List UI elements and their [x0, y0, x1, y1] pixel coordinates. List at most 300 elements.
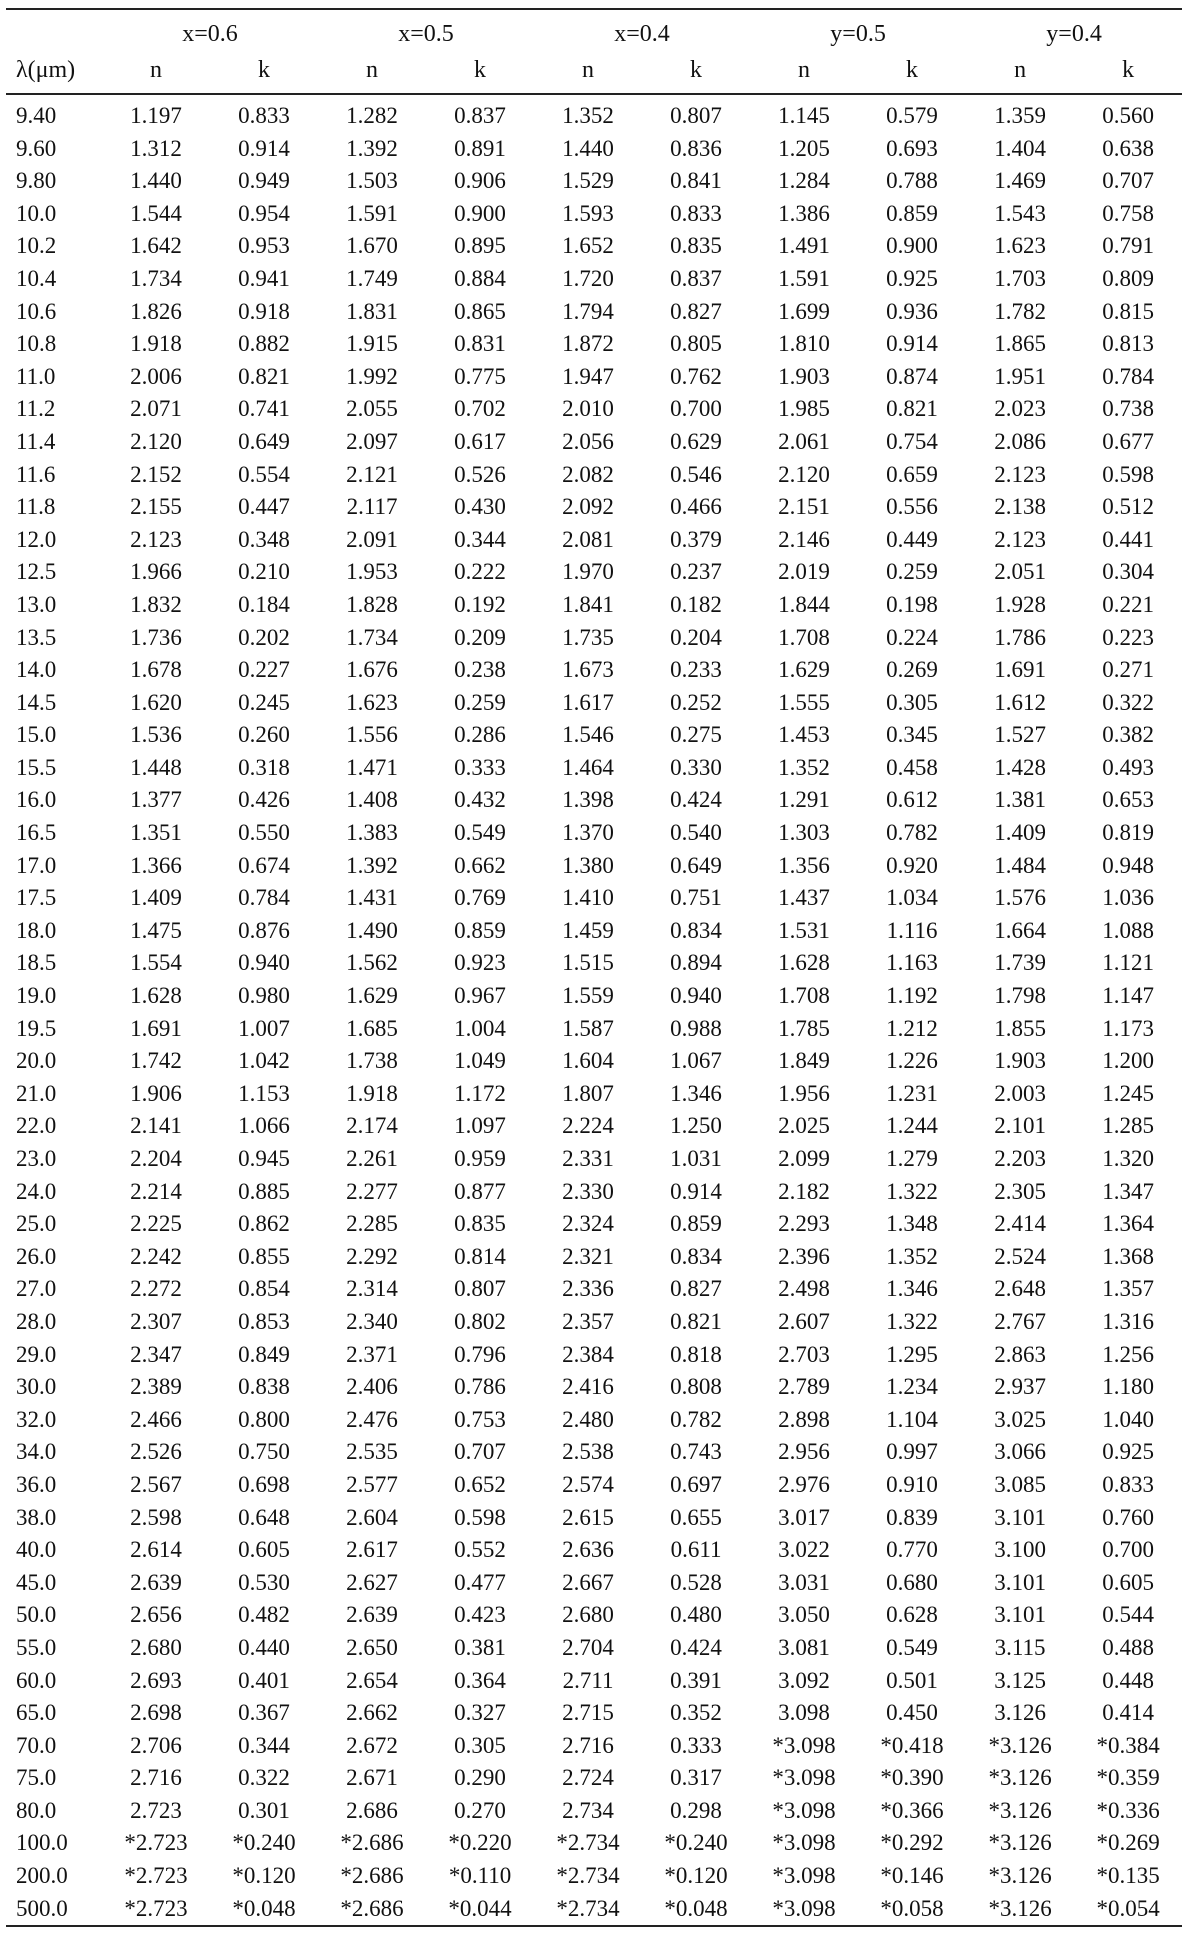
k-value-cell: 0.648 [238, 1504, 290, 1530]
k-value-cell: 0.862 [238, 1211, 290, 1237]
k-value-cell: 0.414 [1102, 1700, 1154, 1726]
k-value-cell: 0.605 [238, 1537, 290, 1563]
n-value-cell: 2.693 [130, 1667, 182, 1693]
k-value-cell: 0.449 [886, 526, 938, 552]
k-value-cell: 0.837 [454, 103, 506, 128]
n-value-cell: 1.428 [994, 754, 1046, 780]
n-value-cell: 1.928 [994, 591, 1046, 617]
k-value-cell: 0.936 [886, 298, 938, 324]
n-value-cell: 2.225 [130, 1211, 182, 1237]
k-value-cell: 0.327 [454, 1700, 506, 1726]
n-value-cell: 1.734 [346, 624, 398, 650]
k-value-cell: 0.259 [886, 559, 938, 585]
k-value-cell: 0.477 [454, 1569, 506, 1595]
n-value-cell: 1.992 [346, 363, 398, 389]
k-value-cell: 0.910 [886, 1471, 938, 1497]
n-value-cell: 2.711 [562, 1667, 614, 1693]
n-value-cell: 1.947 [562, 363, 614, 389]
n-value-cell: 1.855 [994, 1015, 1046, 1041]
n-value-cell: 1.291 [778, 787, 830, 813]
k-value-cell: *0.120 [232, 1863, 296, 1889]
k-value-cell: 0.818 [670, 1341, 722, 1367]
table-row [6, 980, 1182, 1013]
n-value-cell: 2.614 [130, 1537, 182, 1563]
k-value-cell: 0.859 [886, 200, 938, 226]
k-value-cell: 0.549 [454, 820, 506, 846]
header-gap [6, 93, 1182, 100]
table-row [6, 1599, 1182, 1632]
k-value-cell: 0.925 [1102, 1439, 1154, 1465]
n-value-cell: 1.604 [562, 1048, 614, 1074]
k-value-cell: 0.827 [670, 298, 722, 324]
n-value-cell: 2.261 [346, 1146, 398, 1171]
n-value-cell: 1.903 [778, 363, 830, 389]
table-row [6, 882, 1182, 915]
k-value-cell: 0.237 [670, 559, 722, 585]
k-value-cell: *0.292 [880, 1830, 944, 1856]
table-row [6, 1632, 1182, 1665]
k-value-cell: 0.853 [238, 1308, 290, 1334]
k-value-cell: 0.959 [454, 1146, 506, 1171]
k-value-cell: 1.192 [886, 983, 938, 1009]
table-row [6, 1176, 1182, 1209]
table-row [6, 165, 1182, 198]
n-value-cell: *3.098 [772, 1863, 836, 1889]
table-row [6, 1143, 1182, 1176]
n-value-cell: 1.197 [130, 103, 182, 128]
wavelength-cell: 10.2 [16, 233, 57, 259]
n-value-cell: 1.628 [130, 983, 182, 1009]
n-value-cell: 3.101 [994, 1504, 1046, 1530]
wavelength-cell: 18.5 [16, 950, 57, 976]
wavelength-cell: 12.5 [16, 559, 57, 585]
k-value-cell: 0.769 [454, 885, 506, 911]
k-value-cell: 0.775 [454, 363, 506, 389]
k-value-cell: 0.837 [670, 265, 722, 291]
table-row [6, 1045, 1182, 1078]
n-value-cell: 2.121 [346, 461, 398, 487]
n-value-cell: 1.351 [130, 820, 182, 846]
column-header-k: k [258, 57, 270, 83]
n-value-cell: 2.203 [994, 1146, 1046, 1171]
table-row [6, 1110, 1182, 1143]
k-value-cell: 1.036 [1102, 885, 1154, 911]
n-value-cell: 1.738 [346, 1048, 398, 1074]
k-value-cell: 0.753 [454, 1406, 506, 1432]
n-value-cell: 2.976 [778, 1471, 830, 1497]
k-value-cell: 1.245 [1102, 1080, 1154, 1106]
k-value-cell: 0.224 [886, 624, 938, 650]
n-value-cell: 1.841 [562, 591, 614, 617]
table-row [6, 1013, 1182, 1046]
k-value-cell: 0.948 [1102, 852, 1154, 878]
wavelength-cell: 9.40 [16, 103, 57, 128]
k-value-cell: 1.244 [886, 1113, 938, 1139]
n-value-cell: 2.285 [346, 1211, 398, 1237]
k-value-cell: 0.754 [886, 428, 938, 454]
n-value-cell: 2.863 [994, 1341, 1046, 1367]
n-value-cell: 1.970 [562, 559, 614, 585]
k-value-cell: 0.330 [670, 754, 722, 780]
k-value-cell: 0.914 [886, 331, 938, 357]
n-value-cell: 2.650 [346, 1634, 398, 1660]
k-value-cell: *0.044 [448, 1895, 512, 1921]
table-row [6, 296, 1182, 329]
k-value-cell: 0.693 [886, 135, 938, 161]
k-value-cell: 0.743 [670, 1439, 722, 1465]
wavelength-cell: 80.0 [16, 1797, 57, 1823]
k-value-cell: 0.906 [454, 168, 506, 194]
k-value-cell: 0.322 [238, 1765, 290, 1791]
wavelength-cell: 55.0 [16, 1634, 57, 1660]
k-value-cell: 0.552 [454, 1537, 506, 1563]
k-value-cell: 0.391 [670, 1667, 722, 1693]
n-value-cell: 1.536 [130, 722, 182, 748]
k-value-cell: 0.988 [670, 1015, 722, 1041]
k-value-cell: 0.301 [238, 1797, 290, 1823]
k-value-cell: 0.653 [1102, 787, 1154, 813]
wavelength-cell: 9.80 [16, 168, 57, 194]
k-value-cell: 0.750 [238, 1439, 290, 1465]
column-header-n: n [798, 57, 811, 83]
n-value-cell: 2.224 [562, 1113, 614, 1139]
bottom-rule [6, 1925, 1182, 1927]
n-value-cell: 1.352 [778, 754, 830, 780]
k-value-cell: 0.784 [238, 885, 290, 911]
table-row [6, 850, 1182, 883]
wavelength-cell: 10.0 [16, 200, 57, 226]
n-value-cell: 1.490 [346, 917, 398, 943]
n-value-cell: *3.098 [772, 1765, 836, 1791]
n-value-cell: *2.723 [124, 1863, 188, 1889]
table-row [6, 1469, 1182, 1502]
n-value-cell: 1.484 [994, 852, 1046, 878]
n-value-cell: 2.314 [346, 1276, 398, 1302]
table-row [6, 817, 1182, 850]
n-value-cell: 1.985 [778, 396, 830, 422]
n-value-cell: 1.798 [994, 983, 1046, 1009]
k-value-cell: 0.275 [670, 722, 722, 748]
n-value-cell: 1.708 [778, 983, 830, 1009]
k-value-cell: 0.305 [454, 1732, 506, 1758]
k-value-cell: 0.674 [238, 852, 290, 878]
n-value-cell: 1.749 [346, 265, 398, 291]
k-value-cell: 0.649 [670, 852, 722, 878]
wavelength-cell: 11.2 [16, 396, 56, 422]
k-value-cell: 0.401 [238, 1667, 290, 1693]
k-value-cell: 0.430 [454, 494, 506, 520]
k-value-cell: 0.227 [238, 657, 290, 683]
wavelength-cell: 28.0 [16, 1308, 57, 1334]
n-value-cell: 2.123 [994, 526, 1046, 552]
n-value-cell: 1.670 [346, 233, 398, 259]
n-value-cell: 1.370 [562, 820, 614, 846]
table-row [6, 654, 1182, 687]
k-value-cell: 0.286 [454, 722, 506, 748]
k-value-cell: 0.698 [238, 1471, 290, 1497]
k-value-cell: 0.269 [886, 657, 938, 683]
k-value-cell: *0.269 [1096, 1830, 1160, 1856]
k-value-cell: 0.424 [670, 787, 722, 813]
n-value-cell: 2.574 [562, 1471, 614, 1497]
k-value-cell: 0.751 [670, 885, 722, 911]
k-value-cell: 0.839 [886, 1504, 938, 1530]
n-value-cell: 1.591 [346, 200, 398, 226]
n-value-cell: 3.126 [994, 1700, 1046, 1726]
k-value-cell: 0.821 [886, 396, 938, 422]
wavelength-cell: 14.5 [16, 689, 57, 715]
k-value-cell: 0.923 [454, 950, 506, 976]
k-value-cell: 1.368 [1102, 1243, 1154, 1269]
k-value-cell: *0.048 [232, 1895, 296, 1921]
n-value-cell: 2.662 [346, 1700, 398, 1726]
table-row [6, 263, 1182, 296]
n-value-cell: 2.123 [994, 461, 1046, 487]
k-value-cell: 0.836 [670, 135, 722, 161]
n-value-cell: 3.101 [994, 1569, 1046, 1595]
table-row [6, 1241, 1182, 1274]
k-value-cell: 0.738 [1102, 396, 1154, 422]
k-value-cell: 0.813 [1102, 331, 1154, 357]
k-value-cell: 0.381 [454, 1634, 506, 1660]
k-value-cell: 0.270 [454, 1797, 506, 1823]
n-value-cell: 2.627 [346, 1569, 398, 1595]
n-value-cell: 2.416 [562, 1374, 614, 1400]
k-value-cell: 0.838 [238, 1374, 290, 1400]
n-value-cell: 1.556 [346, 722, 398, 748]
n-value-cell: 2.476 [346, 1406, 398, 1432]
k-value-cell: 1.034 [886, 885, 938, 911]
wavelength-cell: 14.0 [16, 657, 57, 683]
k-value-cell: 1.173 [1102, 1015, 1154, 1041]
k-value-cell: *0.120 [664, 1863, 728, 1889]
k-value-cell: 0.796 [454, 1341, 506, 1367]
k-value-cell: 1.049 [454, 1048, 506, 1074]
k-value-cell: 0.480 [670, 1602, 722, 1628]
n-value-cell: 2.174 [346, 1113, 398, 1139]
n-value-cell: 2.272 [130, 1276, 182, 1302]
k-value-cell: 0.501 [886, 1667, 938, 1693]
k-value-cell: 0.876 [238, 917, 290, 943]
k-value-cell: 0.210 [238, 559, 290, 585]
k-value-cell: 0.900 [886, 233, 938, 259]
n-value-cell: 1.918 [346, 1080, 398, 1106]
k-value-cell: 0.782 [670, 1406, 722, 1432]
table-row [6, 1502, 1182, 1535]
n-value-cell: 1.676 [346, 657, 398, 683]
k-value-cell: 1.031 [670, 1146, 722, 1171]
n-value-cell: 1.872 [562, 331, 614, 357]
k-value-cell: 0.940 [238, 950, 290, 976]
k-value-cell: 0.317 [670, 1765, 722, 1791]
k-value-cell: 0.379 [670, 526, 722, 552]
wavelength-cell: 34.0 [16, 1439, 57, 1465]
k-value-cell: *0.240 [232, 1830, 296, 1856]
k-value-cell: 0.997 [886, 1439, 938, 1465]
n-value-cell: 1.735 [562, 624, 614, 650]
n-value-cell: *2.686 [340, 1895, 404, 1921]
wavelength-cell: 25.0 [16, 1211, 57, 1237]
table-row [6, 1436, 1182, 1469]
wavelength-cell: 24.0 [16, 1178, 57, 1204]
n-value-cell: 1.782 [994, 298, 1046, 324]
n-value-cell: 2.151 [778, 494, 830, 520]
k-value-cell: 0.762 [670, 363, 722, 389]
n-value-cell: 2.061 [778, 428, 830, 454]
wavelength-cell: 40.0 [16, 1537, 57, 1563]
table-row [6, 1273, 1182, 1306]
n-value-cell: 3.115 [994, 1634, 1046, 1660]
table-row [6, 426, 1182, 459]
n-value-cell: 1.205 [778, 135, 830, 161]
n-value-cell: *3.126 [988, 1797, 1052, 1823]
k-value-cell: 0.579 [886, 103, 938, 128]
column-header-k: k [690, 57, 703, 83]
n-value-cell: 2.082 [562, 461, 614, 487]
k-value-cell: *0.384 [1096, 1732, 1160, 1758]
k-value-cell: 0.894 [670, 950, 722, 976]
k-value-cell: 0.859 [454, 917, 506, 943]
n-value-cell: *3.126 [988, 1765, 1052, 1791]
wavelength-cell: 17.5 [16, 885, 57, 911]
wavelength-cell: 36.0 [16, 1471, 57, 1497]
table-row [6, 556, 1182, 589]
n-value-cell: 1.145 [778, 103, 830, 128]
wavelength-cell: 9.60 [16, 135, 57, 161]
k-value-cell: 0.941 [238, 265, 290, 291]
k-value-cell: 0.344 [454, 526, 506, 552]
n-value-cell: 1.831 [346, 298, 398, 324]
wavelength-cell: 23.0 [16, 1146, 57, 1171]
k-value-cell: 1.116 [886, 917, 938, 943]
n-value-cell: 1.623 [346, 689, 398, 715]
n-value-cell: 2.091 [346, 526, 398, 552]
n-value-cell: 2.716 [130, 1765, 182, 1791]
n-value-cell: 1.410 [562, 885, 614, 911]
k-value-cell: 0.259 [454, 689, 506, 715]
k-value-cell: 0.920 [886, 852, 938, 878]
table-row [6, 719, 1182, 752]
wavelength-cell: 10.4 [16, 265, 57, 291]
column-header-k: k [1122, 57, 1135, 83]
k-value-cell: 0.252 [670, 689, 722, 715]
n-value-cell: 1.742 [130, 1048, 182, 1074]
wavelength-cell: 60.0 [16, 1667, 57, 1693]
group-header-spacer [6, 12, 102, 48]
n-value-cell: 2.321 [562, 1243, 614, 1269]
n-value-cell: *2.734 [556, 1830, 620, 1856]
n-value-cell: 1.380 [562, 852, 614, 878]
n-value-cell: 2.146 [778, 526, 830, 552]
n-value-cell: 2.654 [346, 1667, 398, 1693]
n-value-cell: 2.672 [346, 1732, 398, 1758]
n-value-cell: 1.918 [130, 331, 182, 357]
k-value-cell: 0.549 [886, 1634, 938, 1660]
column-header-row [6, 48, 1182, 93]
n-value-cell: 3.017 [778, 1504, 830, 1530]
n-value-cell: 1.678 [130, 657, 182, 683]
n-value-cell: 1.708 [778, 624, 830, 650]
table-row [6, 524, 1182, 557]
k-value-cell: 0.814 [454, 1243, 506, 1269]
n-value-cell: 1.284 [778, 168, 830, 194]
k-value-cell: 0.482 [238, 1602, 290, 1628]
k-value-cell: 0.345 [886, 722, 938, 748]
k-value-cell: 1.231 [886, 1080, 938, 1106]
n-value-cell: 2.051 [994, 559, 1046, 585]
k-value-cell: 0.448 [1102, 1667, 1154, 1693]
n-value-cell: 1.587 [562, 1015, 614, 1041]
table-row [6, 1893, 1182, 1926]
k-value-cell: 0.680 [886, 1569, 938, 1595]
n-value-cell: 2.324 [562, 1211, 614, 1237]
n-value-cell: 2.330 [562, 1178, 614, 1204]
n-value-cell: 3.085 [994, 1471, 1046, 1497]
k-value-cell: 0.221 [1102, 591, 1154, 617]
n-value-cell: 2.898 [778, 1406, 830, 1432]
k-value-cell: 0.809 [1102, 265, 1154, 291]
n-value-cell: *2.734 [556, 1863, 620, 1889]
k-value-cell: 0.807 [670, 103, 722, 128]
k-value-cell: 0.788 [886, 168, 938, 194]
table-row [6, 1371, 1182, 1404]
n-value-cell: 1.720 [562, 265, 614, 291]
n-value-cell: 1.543 [994, 200, 1046, 226]
k-value-cell: *0.220 [448, 1830, 512, 1856]
table-row [6, 1730, 1182, 1763]
n-value-cell: 1.828 [346, 591, 398, 617]
n-value-cell: 3.050 [778, 1602, 830, 1628]
k-value-cell: 0.800 [238, 1406, 290, 1432]
k-value-cell: 0.865 [454, 298, 506, 324]
n-value-cell: 1.691 [994, 657, 1046, 683]
k-value-cell: 0.700 [1102, 1537, 1154, 1563]
n-value-cell: 2.071 [130, 396, 182, 422]
n-value-cell: 1.469 [994, 168, 1046, 194]
n-value-cell: 2.092 [562, 494, 614, 520]
n-value-cell: 1.282 [346, 103, 398, 128]
table-row [6, 1665, 1182, 1698]
k-value-cell: 0.784 [1102, 363, 1154, 389]
n-value-cell: 2.120 [130, 428, 182, 454]
k-value-cell: 0.877 [454, 1178, 506, 1204]
k-value-cell: 0.940 [670, 983, 722, 1009]
k-value-cell: 1.285 [1102, 1113, 1154, 1139]
n-value-cell: 2.010 [562, 396, 614, 422]
wavelength-cell: 10.8 [16, 331, 57, 357]
k-value-cell: 0.344 [238, 1732, 290, 1758]
wavelength-cell: 29.0 [16, 1341, 57, 1367]
n-value-cell: 2.099 [778, 1146, 830, 1171]
n-value-cell: 1.591 [778, 265, 830, 291]
n-value-cell: 1.527 [994, 722, 1046, 748]
n-value-cell: 1.844 [778, 591, 830, 617]
wavelength-cell: 65.0 [16, 1700, 57, 1726]
table-row [6, 1404, 1182, 1437]
wavelength-cell: 13.5 [16, 624, 57, 650]
n-value-cell: 1.544 [130, 200, 182, 226]
n-value-cell: 2.648 [994, 1276, 1046, 1302]
column-header-n: n [1014, 57, 1027, 83]
wavelength-cell: 10.6 [16, 298, 57, 324]
k-value-cell: *0.240 [664, 1830, 728, 1856]
n-value-cell: 1.849 [778, 1048, 830, 1074]
n-value-cell: 1.352 [562, 103, 614, 128]
table-row [6, 1534, 1182, 1567]
k-value-cell: 0.423 [454, 1602, 506, 1628]
k-value-cell: 0.458 [886, 754, 938, 780]
n-value-cell: 3.025 [994, 1406, 1046, 1432]
